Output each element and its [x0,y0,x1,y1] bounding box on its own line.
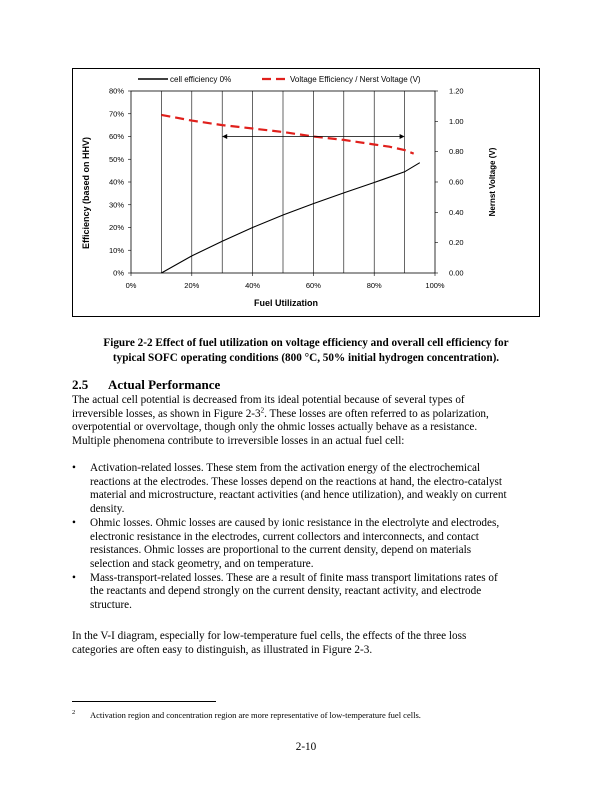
bullet-marker: • [72,571,76,584]
b2-line-4: selection and stack geometry, and on temperature. [90,557,314,570]
list-item-activation [72,462,540,517]
y-tick-label: 20% [108,223,124,232]
b3-line-3: structure. [90,599,132,612]
y-tick-label: 60% [108,132,124,141]
page-number: 2-10 [295,741,317,753]
x-tick-label: 60% [305,281,321,290]
caption-line-1: Figure 2-2 Effect of fuel utilization on voltage efficiency and overall cell efficiency for [103,337,509,349]
para1-line-2b: . These losses are often referred to as polarization, [264,407,489,420]
legend-label-voltage-efficiency: Voltage Efficiency / Nerst Voltage (V) [290,75,421,84]
para2-line-2: categories are often easy to distinguish, as illustrated in Figure 2-3. [72,643,373,656]
y2-tick-label: 1.20 [449,86,464,96]
y-tick-label: 40% [108,177,124,187]
y-tick-label: 80% [108,86,124,96]
y2-tick-label: 0.80 [449,147,464,157]
section-heading [72,377,220,393]
x-tick-label: 100% [425,281,445,290]
b1-line-4: density. [90,503,125,516]
para1-line-2 [72,405,534,422]
b1-line-3: material and microstructure, reactant activities (and hence utilization), and weakly on current [90,489,507,502]
footnote-ref: 2 [260,405,265,414]
b2-line-1: Ohmic losses. Ohmic losses are caused by ionic resistance in the electrolyte and electrodes, [90,516,500,529]
bullet-marker: • [72,462,76,474]
footnote-divider [72,701,216,702]
bullet-marker: • [72,516,76,529]
footnote [72,709,421,720]
y2-tick-label: 0.20 [449,238,464,248]
x-tick-label: 20% [184,281,200,290]
b2-line-2: electronic resistance in the electrodes, current collectors and interconnects, and contact [90,530,479,543]
caption-line-2: typical SOFC operating conditions (800 °C, 50% initial hydrogen concentration). [112,351,500,364]
footnote-text: Activation region and concentration region are more representative of low-temperature fuel cells. [90,709,421,720]
para1-line-2a: irreversible losses, as shown in Figure 2-3 [72,407,261,420]
section-number: 2.5 [72,377,89,392]
y2-tick-label: 0.40 [449,207,464,217]
y2-tick-label: 0.00 [449,268,464,278]
footnote-number: 2 [72,709,76,716]
b3-line-1: Mass-transport-related losses. These are a result of finite mass transport limitations rates of [90,571,498,584]
efficiency-chart [72,68,540,317]
y-tick-label: 10% [108,245,124,255]
para1-line-4: Multiple phenomena contribute to irreversible losses in an actual fuel cell: [72,435,405,448]
x-tick-label: 40% [245,281,261,290]
para1-line-1: The actual cell potential is decreased from its ideal potential because of several types of [72,394,465,406]
figure-caption [90,336,522,365]
x-axis-title: Fuel Utilization [254,298,318,308]
x-tick-label: 80% [366,281,382,290]
vi-diagram-paragraph [72,630,534,657]
x-tick-label: 0% [125,281,137,290]
y2-axis-title: Nernst Voltage (V) [488,147,497,217]
b3-line-2: the reactants and depend strongly on the current density, reactant activity, and electrode [90,585,482,598]
y-axis-title: Efficiency (based on HHV) [81,136,91,250]
y-tick-label: 50% [108,154,124,164]
chart-svg [72,68,540,317]
legend-label-cell-efficiency: cell efficiency 0% [170,75,232,84]
list-item-ohmic [72,517,540,572]
y2-tick-label: 1.00 [449,116,464,126]
para1-line-3: overpotential or overvoltage, though only the ohmic losses actually behave as a resistance. [72,421,478,434]
loss-list [72,462,540,613]
para2-line-1: In the V-I diagram, especially for low-temperature fuel cells, the effects of the three loss [72,630,467,642]
y-tick-label: 0% [113,268,124,278]
b1-line-2: reactions at the electrodes. These losses depend on the reactions at hand, the electro-catalyst [90,475,503,488]
section-title: Actual Performance [108,377,221,392]
y-tick-label: 30% [108,200,124,210]
b1-line-1: Activation-related losses. These stem from the activation energy of the electrochemical [90,462,481,474]
b2-line-3: resistances. Ohmic losses are proportional to the current density, depend on materials [90,544,472,557]
y-tick-label: 70% [108,109,124,119]
intro-paragraph [72,394,534,449]
y2-tick-label: 0.60 [449,177,464,187]
list-item-mass-transport [72,572,540,613]
